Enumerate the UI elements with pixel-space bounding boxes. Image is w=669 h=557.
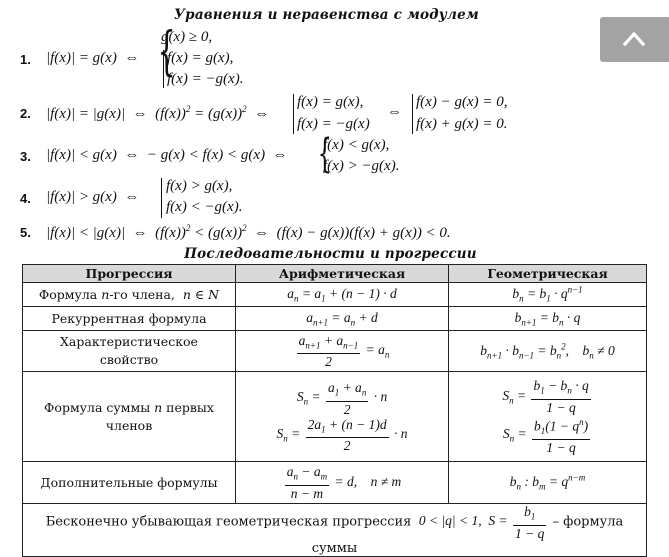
table-row (23, 462, 647, 504)
rule-3-case-b: f(x) > −g(x). (323, 158, 400, 174)
row-label: Дополнительные формулы (23, 462, 236, 504)
scroll-to-top-button[interactable] (600, 17, 669, 62)
section-title-sequences: Последовательности и прогрессии (184, 246, 477, 262)
rule-4-case-a: f(x) > g(x), (166, 178, 233, 194)
geometric-cell: $S_n$ = $\frac{b_1 - b_n \cdot q}{1 - q}$ $S_n$ = $\frac{b_1(1 - q^n)}{1 - q}$ (449, 372, 647, 462)
rule-2-lhs: |f(x)| = |g(x)| ⇔ $(f(x))^2 = (g(x))^2$ ⇔ (46, 104, 270, 122)
rule-number: 1. (20, 52, 31, 67)
rule-2-case-a: f(x) = g(x), (297, 94, 364, 110)
rule-1-case-b: f(x) = −g(x). (167, 71, 244, 87)
rule-number: 2. (20, 106, 31, 121)
footer-suffix: – формула суммы (311, 514, 624, 556)
equivalence-sign: ⇔ (387, 104, 402, 120)
table-header-row (23, 265, 647, 283)
arithmetic-cell: $\frac{a_{n+1} + a_{n-1}}{2}$ = $a_n$ (236, 331, 449, 372)
row-label: Формула n-го члена, n ∈ N (23, 283, 236, 307)
rule-4-lhs: |f(x)| > g(x) ⇔ (46, 189, 140, 205)
table-row (23, 372, 647, 462)
column-header: Арифметическая (236, 265, 449, 283)
row-label: Характеристическое свойство (23, 331, 236, 372)
rule-2-case-b: f(x) = −g(x) (297, 116, 370, 132)
rule-2-case-d: f(x) + g(x) = 0. (416, 116, 508, 132)
rule-5-formula: |f(x)| < |g(x)| ⇔ $(f(x))^2 < (g(x))^2$ ⇔ (f(x) − g(x))(f(x) + g(x)) < 0. (46, 223, 451, 241)
rule-number: 4. (20, 191, 31, 206)
table-row (23, 331, 647, 372)
row-label: Рекуррентная формула (23, 307, 236, 331)
rule-3-lhs: |f(x)| < g(x) ⇔ − g(x) < f(x) < g(x) ⇔ (46, 147, 288, 163)
column-header: Прогрессия (23, 265, 236, 283)
rule-3-case-a: f(x) < g(x), (323, 137, 390, 153)
chevron-up-icon (622, 28, 646, 48)
geometric-cell: $b_n = b_1 \cdot q^{n-1}$ (449, 283, 647, 307)
rule-1-case-a: f(x) = g(x), (167, 50, 234, 66)
square-bracket (163, 50, 164, 88)
rule-2-case-c: f(x) − g(x) = 0, (416, 94, 508, 110)
section-title-modulus: Уравнения и неравенства с модулем (174, 7, 479, 23)
rule-4-case-b: f(x) < −g(x). (166, 199, 243, 215)
table-footer-row (23, 504, 647, 557)
rule-number: 3. (20, 149, 31, 164)
arithmetic-cell: $a_n = a_1 + (n - 1) \cdot d$ (236, 283, 449, 307)
progressions-table (22, 264, 647, 557)
square-bracket (293, 94, 294, 134)
footer-prefix: Бесконечно убывающая геометрическая прогрессия (45, 514, 412, 530)
geometric-cell: $b_{n+1} \cdot b_{n-1} = b_n^2$, $b_n \ne 0$ (449, 331, 647, 372)
table-row (23, 283, 647, 307)
infinite-geometric-sum: Бесконечно убывающая геометрическая прогрессия 0 < |q| < 1, S = $\frac{b_1}{1 - q}$ – формула суммы (23, 504, 647, 557)
arithmetic-cell: $a_{n+1} = a_n + d$ (236, 307, 449, 331)
rule-number: 5. (20, 225, 31, 240)
row-label: Формула суммы n первых членов (23, 372, 236, 462)
square-bracket (412, 94, 413, 134)
rule-1-lhs: |f(x)| = g(x) ⇔ (46, 50, 140, 66)
arithmetic-cell: $\frac{a_n - a_m}{n - m}$ = d, n ≠ m (236, 462, 449, 504)
table-row (23, 307, 647, 331)
curly-brace: { (157, 22, 176, 82)
geometric-cell: $b_{n+1} = b_n \cdot q$ (449, 307, 647, 331)
curly-brace: { (317, 131, 332, 177)
square-bracket (161, 178, 162, 218)
column-header: Геометрическая (449, 265, 647, 283)
geometric-cell: $b_n$ : $b_m = q^{n-m}$ (449, 462, 647, 504)
arithmetic-cell: $S_n$ = $\frac{a_1 + a_n}{2}$ · n $S_n$ = $\frac{2a_1 + (n - 1)d}{2}$ · n (236, 372, 449, 462)
rule-1-condition: g(x) ≥ 0, (161, 29, 213, 45)
